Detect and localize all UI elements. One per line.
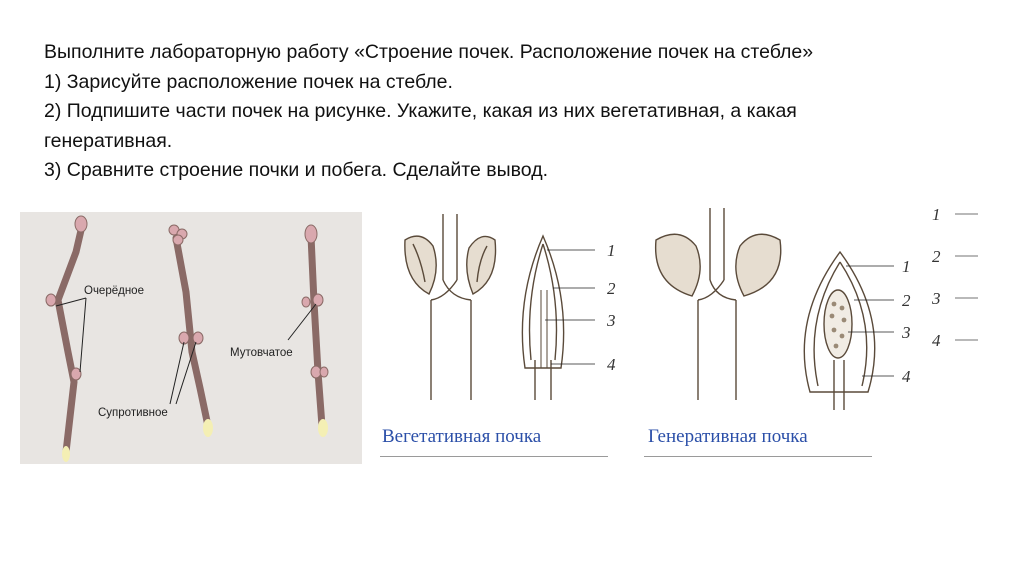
alternate-terminal-bud [75,216,87,232]
task-line-1: 1) Зарисуйте расположение почек на стебле. [44,70,453,93]
blank-part-3: 3 [932,289,941,308]
vegetative-part-3: 3 [607,311,616,330]
blank-part-1: 1 [932,205,941,224]
generative-part-2: 2 [902,291,911,310]
task-line-title: Выполните лабораторную работу «Строение почек. Расположение почек на стебле» [44,41,814,63]
bud-arrangement-figure [20,212,362,464]
vegetative-caption: Вегетативная почка [382,426,542,447]
task-line-2-cont: генеративная. [44,129,173,152]
generative-bud-figure [640,200,990,460]
generative-bud-drawing [640,200,990,460]
vegetative-underline [380,456,608,457]
vegetative-bud-drawing [385,200,635,460]
generative-part-1: 1 [902,257,911,276]
task-line-3: 3) Сравните строение почки и побега. Сделайте вывод. [44,159,548,181]
alternate-label: Очерёдное [84,285,144,297]
opposite-label: Супротивное [98,407,168,419]
opposite-twig [176,238,208,426]
blank-part-4: 4 [932,331,941,350]
generative-caption: Генеративная почка [648,426,808,447]
vegetative-part-1: 1 [607,241,616,260]
vegetative-part-4: 4 [607,355,616,374]
opposite-cut-end [203,419,213,437]
generative-part-4: 4 [902,367,911,386]
opposite-bud-right [193,332,203,344]
task-text [44,38,1004,186]
alternate-twig [58,226,82,452]
blank-part-2: 2 [932,247,941,266]
vegetative-part-2: 2 [607,279,616,298]
task-line-2: 2) Подпишите части почек на рисунке. Укажите, какая из них вегетативная, а какая [44,100,797,122]
vegetative-bud-figure [385,200,635,460]
alternate-cut-end [62,446,70,462]
alternate-lateral-bud [46,294,56,306]
whorled-twig [311,236,322,426]
twig-illustration [20,212,362,464]
generative-underline [644,456,872,457]
alternate-lateral-bud [71,368,81,380]
generative-part-3: 3 [902,323,911,342]
whorled-label: Мутовчатое [230,347,293,359]
